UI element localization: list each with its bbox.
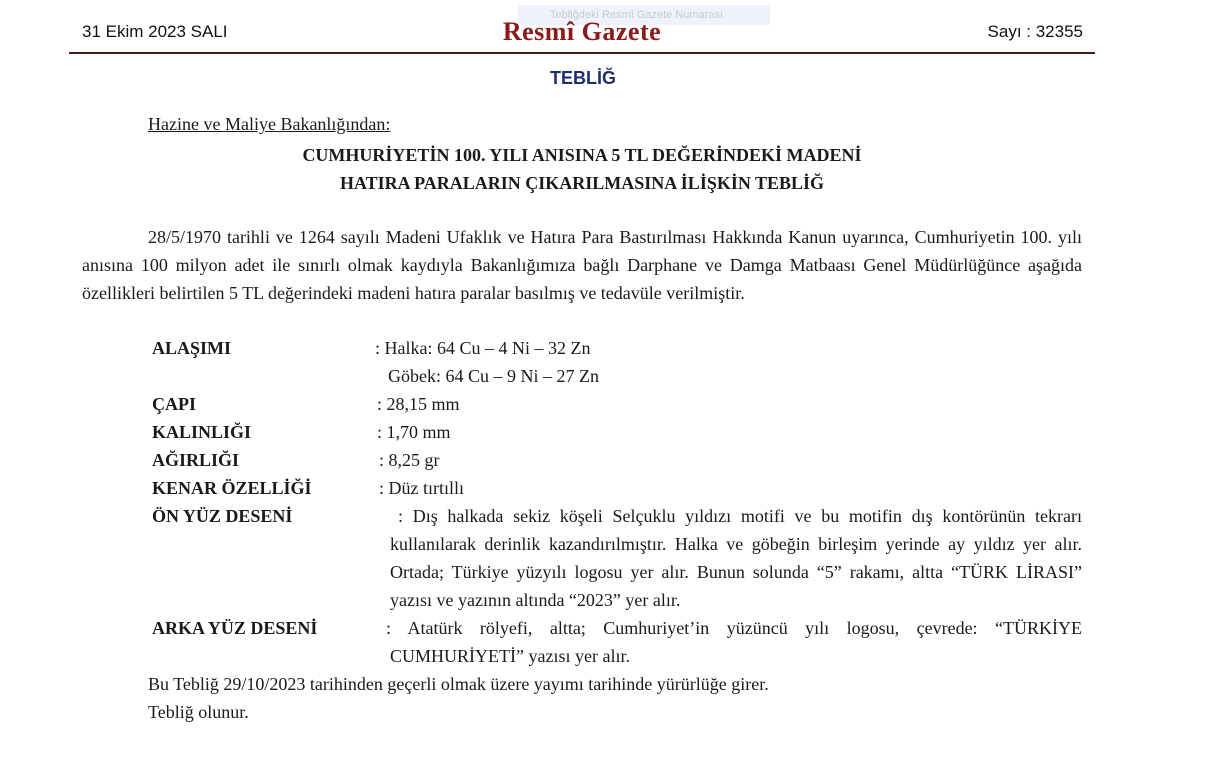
issue-number: Sayı : 32355 — [987, 22, 1083, 41]
spec-label-alloy: ALAŞIMI — [152, 338, 232, 358]
spec-label-obverse: ÖN YÜZ DESENİ — [152, 506, 293, 526]
spec-label-thickness: KALINLIĞI — [152, 422, 252, 442]
spec-value-weight: : 8,25 gr — [379, 450, 440, 470]
spec-label-reverse: ARKA YÜZ DESENİ — [152, 618, 318, 638]
spec-value-reverse: : Atatürk rölyefi, altta; Cumhuriyet’in yüzüncü yılı logosu, çevrede: “TÜRKİYE CUMHURİYETİ” yazısı yer alır. — [386, 618, 1082, 666]
spec-label-diameter: ÇAPI — [152, 394, 196, 414]
closing-statement: Tebliğ olunur. — [148, 702, 249, 722]
gazette-title: Resmî Gazete — [502, 17, 662, 46]
document-title-line-1: CUMHURİYETİN 100. YILI ANISINA 5 TL DEĞERİNDEKİ MADENİ — [302, 145, 862, 165]
spec-value-edge: : Düz tırtıllı — [379, 478, 464, 498]
document-title — [82, 141, 1082, 197]
issuing-ministry: Hazine ve Maliye Bakanlığından: — [148, 114, 391, 134]
effective-clause: Bu Tebliğ 29/10/2023 tarihinden geçerli olmak üzere yayımı tarihinde yürürlüğe girer. — [148, 674, 769, 694]
spec-value-diameter: : 28,15 mm — [377, 394, 460, 414]
spec-label-edge: KENAR ÖZELLİĞİ — [152, 478, 312, 498]
spec-value-thickness: : 1,70 mm — [377, 422, 451, 442]
document-title-line-2: HATIRA PARALARIN ÇIKARILMASINA İLİŞKİN TEBLİĞ — [339, 173, 825, 193]
toolbar-hint[interactable]: Tebliğdeki Resmî Gazete Numarası — [518, 5, 770, 25]
gazette-masthead — [69, 18, 1095, 54]
spec-value-obverse: : Dış halkada sekiz köşeli Selçuklu yıldızı motifi ve bu motifin dış kontörünün tekrarı kullanılarak derinlik kazandırılmıştır. Halka ve göbeğin birleşim yerinde ay yıldız yer alır. Ortada; Türkiye yüzyılı logosu yer alır. Bunun solunda “5” rakamı, altta “TÜRK LİRASI” yazısı ve yazının altında “2023” yer alır. — [390, 506, 1082, 610]
spec-value-alloy-ring: : Halka: 64 Cu – 4 Ni – 32 Zn — [375, 338, 591, 358]
section-title: TEBLİĞ — [550, 68, 616, 88]
publication-date: 31 Ekim 2023 SALI — [82, 22, 228, 41]
spec-label-weight: AĞIRLIĞI — [152, 450, 240, 470]
spec-value-alloy-core: Göbek: 64 Cu – 9 Ni – 27 Zn — [388, 366, 599, 386]
intro-paragraph: 28/5/1970 tarihli ve 1264 sayılı Madeni Ufaklık ve Hatıra Para Bastırılması Hakkında Kanun uyarınca, Cumhuriyetin 100. yılı anısına 100 milyon adet ile sınırlı olmak kaydıyla Bakanlığımıza bağlı Darphane ve Damga Matbaası Genel Müdürlüğünce aşağıda özellikleri belirtilen 5 TL değerindeki madeni hatıra paralar basılmış ve tedavüle verilmiştir. — [82, 227, 1082, 303]
